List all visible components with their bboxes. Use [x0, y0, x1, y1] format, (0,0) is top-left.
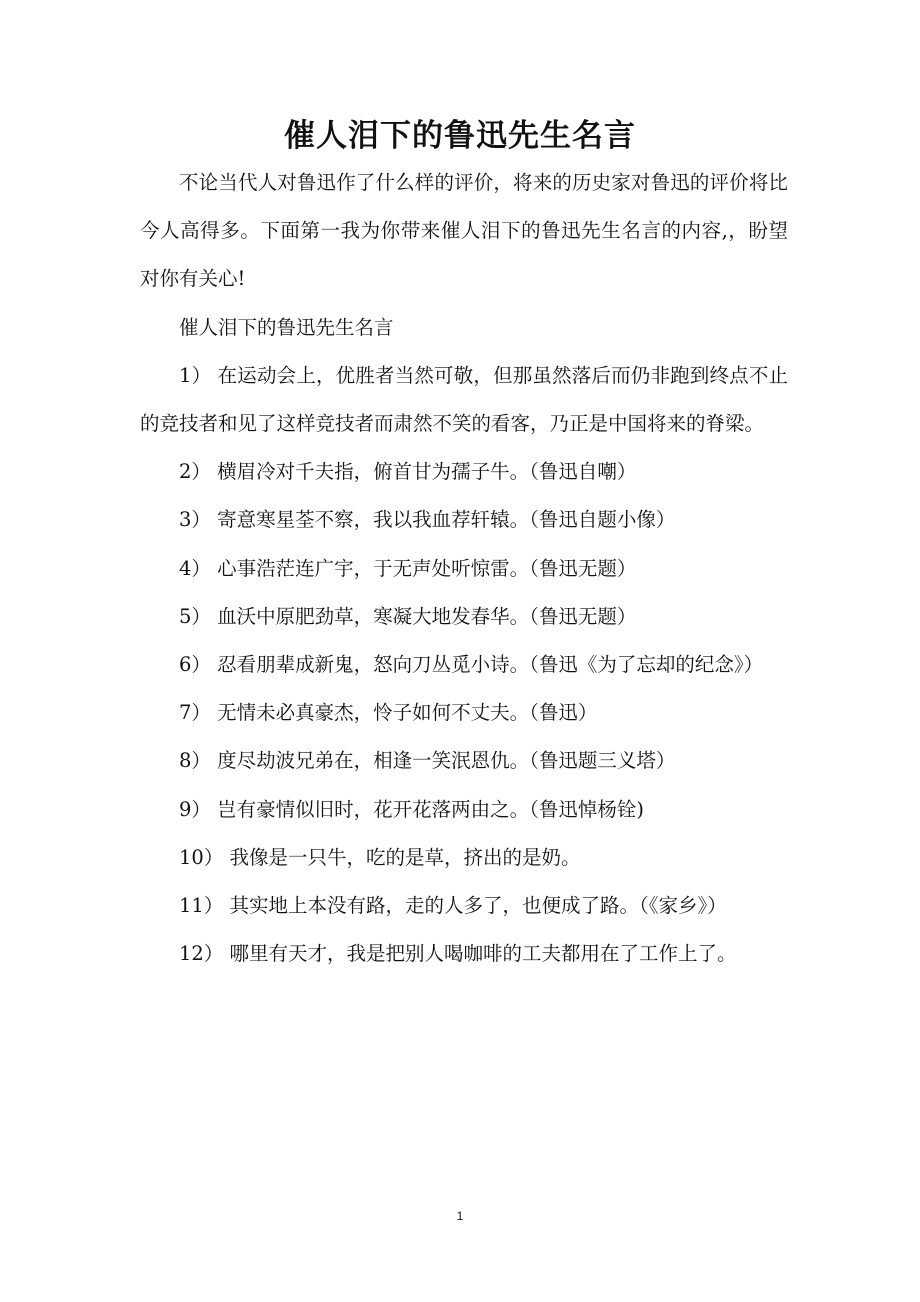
quote-item: 8） 度尽劫波兄弟在，相逢一笑泯恩仇。（鲁迅题三义塔）	[179, 749, 676, 773]
quote-item: 4） 心事浩茫连广宇，于无声处听惊雷。（鲁迅无题）	[179, 556, 637, 580]
quote-item: 9） 岂有豪情似旧时，花开花落两由之。（鲁迅悼杨铨)	[179, 797, 644, 821]
document-body	[140, 159, 788, 978]
quote-item: 10） 我像是一只牛，吃的是草，挤出的是奶。	[179, 845, 581, 869]
quote-item: 3） 寄意寒星荃不察，我以我血荐轩辕。（鲁迅自题小像）	[179, 508, 676, 532]
section-heading: 催人泪下的鲁迅先生名言	[179, 315, 394, 339]
page-number: 1	[456, 1209, 464, 1223]
quote-item: 5） 血沃中原肥劲草，寒凝大地发春华。（鲁迅无题）	[179, 604, 637, 628]
quote-item: 2） 横眉冷对千夫指，俯首甘为孺子牛。（鲁迅自嘲）	[179, 460, 637, 484]
quote-item: 7） 无情未必真豪杰，怜子如何不丈夫。（鲁迅）	[179, 701, 598, 725]
intro-paragraph: 不论当代人对鲁迅作了什么样的评价，将来的历史家对鲁迅的评价将比今人高得多。下面第一我为你带来催人泪下的鲁迅先生名言的内容,，盼望对你有关心!	[140, 171, 788, 291]
quote-item: 12） 哪里有天才，我是把别人喝咖啡的工夫都用在了工作上了。	[179, 942, 737, 966]
quote-item: 1） 在运动会上，优胜者当然可敬，但那虽然落后而仍非跑到终点不止的竞技者和见了这样竞技者而肃然不笑的看客，乃正是中国将来的脊梁。	[140, 363, 788, 436]
document-title: 催人泪下的鲁迅先生名言	[284, 118, 636, 154]
quote-item: 6） 忍看朋辈成新鬼，怒向刀丛觅小诗。（鲁迅《为了忘却的纪念》）	[179, 653, 764, 677]
quote-item: 11） 其实地上本没有路，走的人多了，也便成了路。（《家乡》）	[179, 894, 727, 918]
